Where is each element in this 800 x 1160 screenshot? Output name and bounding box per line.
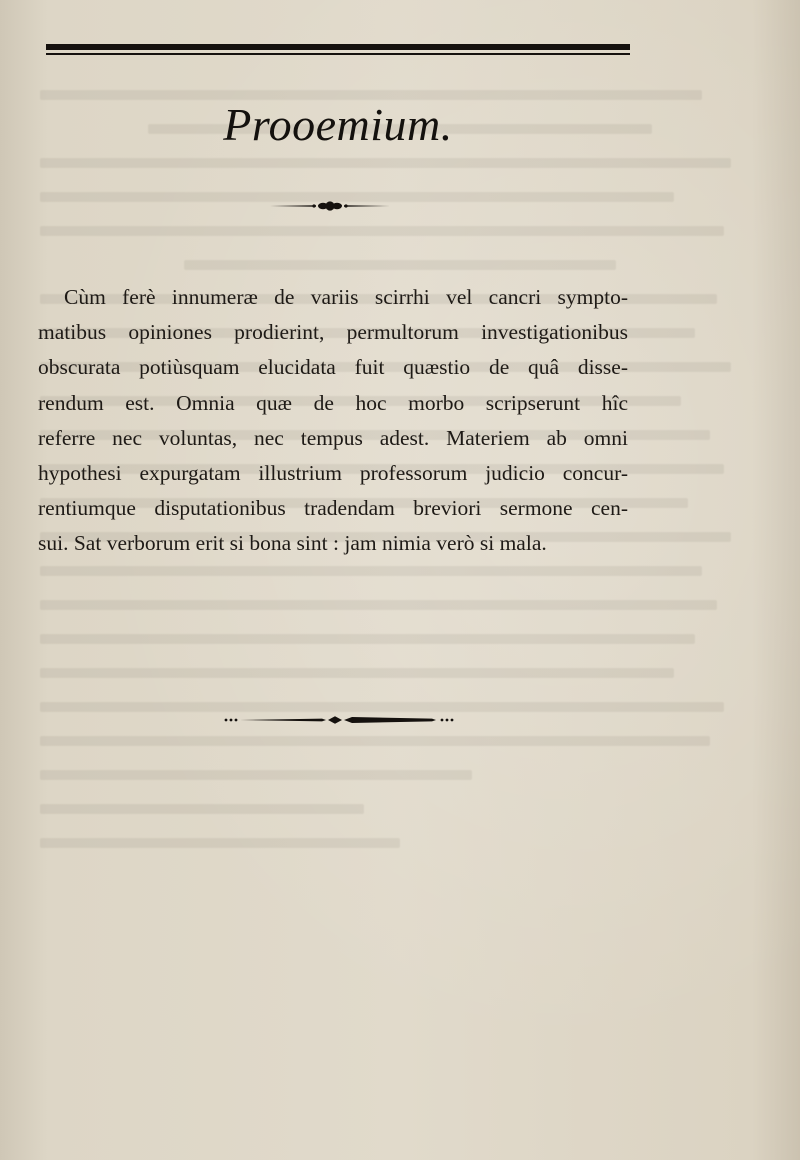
paragraph-line: referre nec voluntas, nec tempus adest. Materiem ab omni <box>38 425 628 450</box>
ornament-divider-bottom <box>222 712 458 728</box>
paragraph-line: rentiumque disputationibus tradendam breviori sermone cen- <box>38 496 628 521</box>
paragraph-line: matibus opiniones prodierint, permultorum investigationibus <box>38 320 628 345</box>
paragraph-line: rendum est. Omnia quæ de hoc morbo scripserunt hîc <box>38 390 628 415</box>
paragraph-line: Cùm ferè innumeræ de variis scirrhi vel cancri sympto- <box>64 285 628 309</box>
ornament-divider-top <box>268 198 392 214</box>
paragraph-line: sui. Sat verborum erit si bona sint : jam nimia verò si mala. <box>38 531 547 556</box>
body-paragraph <box>38 280 628 562</box>
paragraph-line: hypothesi expurgatam illustrium professorum judicio concur- <box>38 461 628 486</box>
page-title: Prooemium. <box>223 99 453 150</box>
paragraph-line: obscurata potiùsquam elucidata fuit quæstio de quâ disse- <box>38 355 628 380</box>
header-double-rule <box>46 44 630 56</box>
